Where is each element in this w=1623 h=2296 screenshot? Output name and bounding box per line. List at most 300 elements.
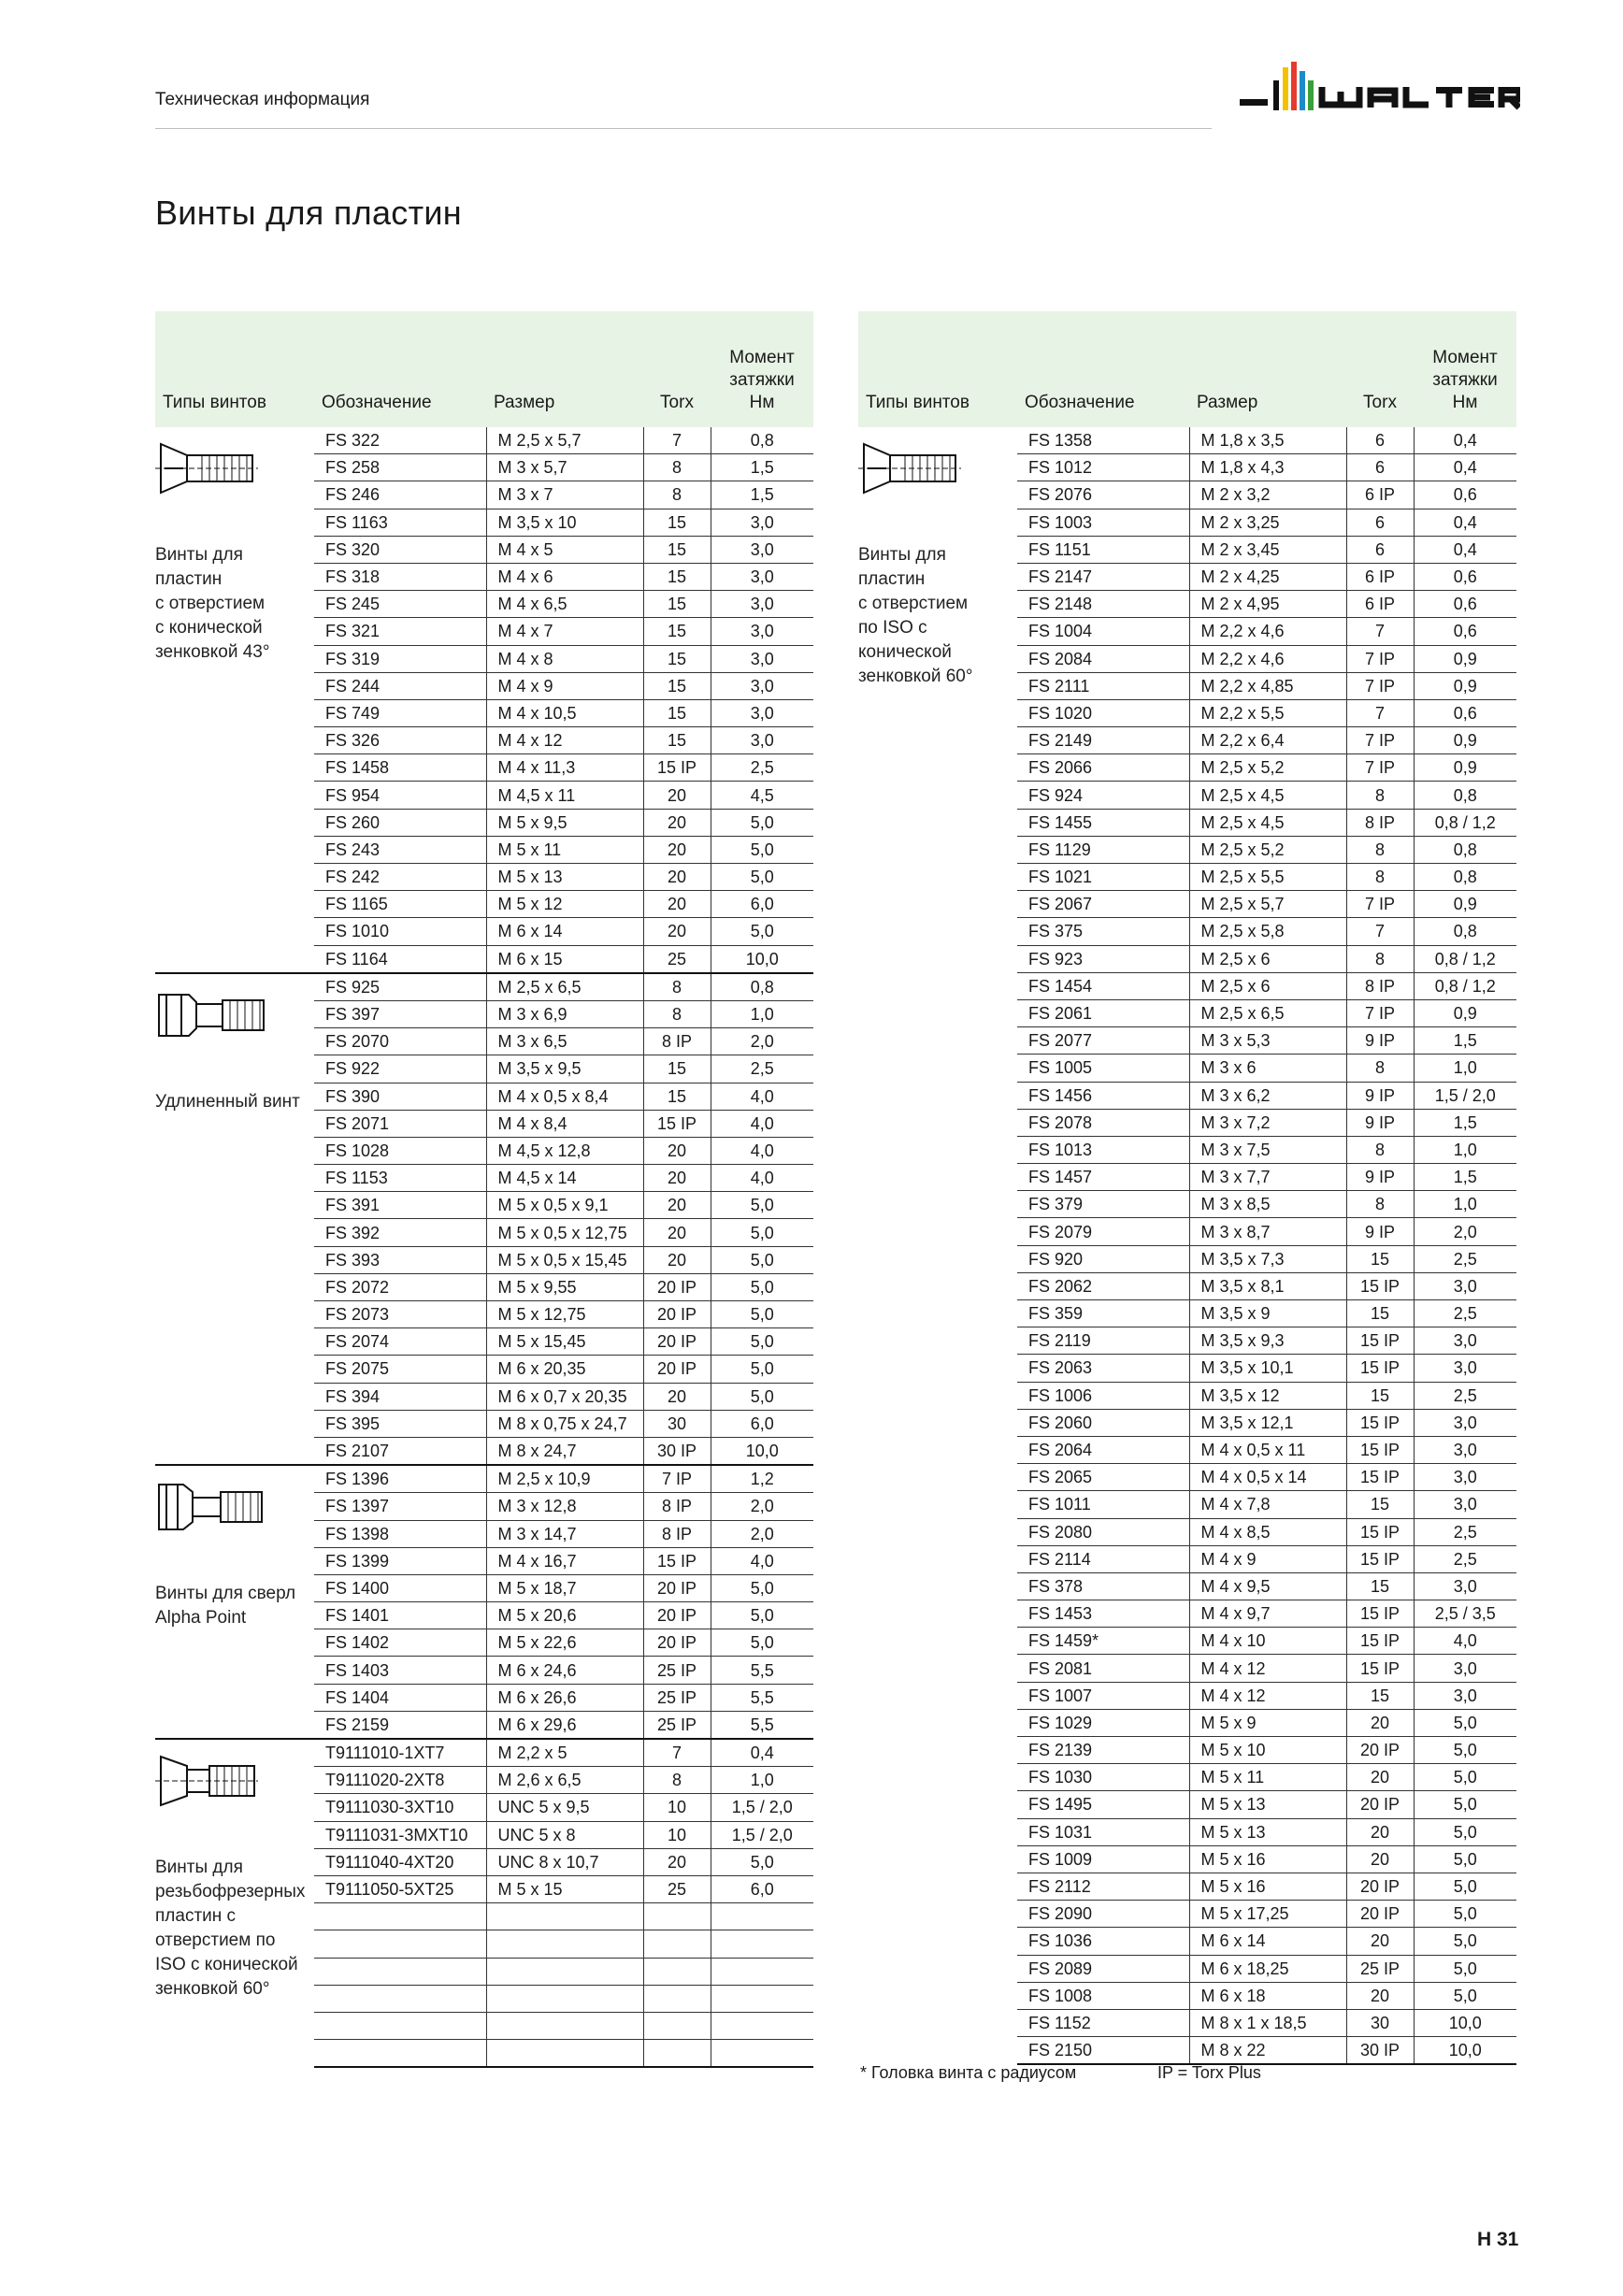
torx-cell: 8: [1346, 945, 1414, 972]
torque-cell: 5,0: [711, 1356, 813, 1383]
table-row: [155, 973, 813, 1001]
torx-cell: 15 IP: [643, 754, 711, 782]
torque-cell: 3,0: [711, 645, 813, 672]
torque-cell: 0,6: [1414, 481, 1516, 509]
size-cell: M 5 x 10: [1189, 1737, 1346, 1764]
torx-cell: 15 IP: [1346, 1464, 1414, 1491]
size-cell: M 2,5 x 6,5: [486, 973, 643, 1001]
torx-cell: 20: [643, 836, 711, 863]
size-cell: M 4 x 10,5: [486, 699, 643, 726]
torque-cell: 4,5: [711, 782, 813, 809]
torx-cell: 8: [1346, 836, 1414, 863]
torque-cell: 3,0: [711, 509, 813, 536]
torque-cell: 6,0: [711, 891, 813, 918]
torque-cell: [711, 1903, 813, 1930]
size-cell: M 2,5 x 5,8: [1189, 918, 1346, 945]
designation-cell: FS 393: [314, 1246, 486, 1273]
designation-cell: FS 319: [314, 645, 486, 672]
torque-cell: [711, 1985, 813, 2012]
size-cell: M 3,5 x 10,1: [1189, 1355, 1346, 1382]
size-cell: M 3,5 x 9,3: [1189, 1327, 1346, 1355]
footnote-ip: IP = Torx Plus: [1157, 2063, 1261, 2082]
designation-cell: FS 2076: [1017, 481, 1189, 509]
screw-table-right: [858, 311, 1516, 2065]
torx-cell: 15: [643, 536, 711, 563]
torque-cell: 5,0: [711, 1383, 813, 1410]
designation-cell: FS 2081: [1017, 1655, 1189, 1682]
size-cell: M 3 x 7,5: [1189, 1136, 1346, 1163]
designation-cell: FS 1495: [1017, 1791, 1189, 1818]
torque-cell: 4,0: [711, 1110, 813, 1137]
torx-cell: 20 IP: [1346, 1791, 1414, 1818]
torque-cell: 2,0: [711, 1028, 813, 1055]
designation-cell: FS 1013: [1017, 1136, 1189, 1163]
designation-cell: FS 375: [1017, 918, 1189, 945]
designation-cell: FS 1004: [1017, 618, 1189, 645]
torque-cell: 5,0: [711, 1219, 813, 1246]
torx-cell: 15: [1346, 1682, 1414, 1709]
designation-cell: FS 924: [1017, 782, 1189, 809]
torx-cell: 8: [643, 454, 711, 481]
size-cell: M 5 x 11: [486, 836, 643, 863]
designation-cell: FS 2090: [1017, 1901, 1189, 1928]
size-cell: M 3 x 7,2: [1189, 1109, 1346, 1136]
designation-cell: [314, 2012, 486, 2039]
size-cell: M 4 x 7,8: [1189, 1491, 1346, 1518]
size-cell: M 5 x 13: [1189, 1791, 1346, 1818]
col-torque: Момент затяжки Нм: [1414, 311, 1516, 427]
torque-cell: 0,9: [1414, 754, 1516, 782]
size-cell: M 3 x 8,7: [1189, 1218, 1346, 1245]
torx-cell: 15: [643, 645, 711, 672]
torque-cell: 10,0: [711, 945, 813, 973]
torx-cell: 15: [1346, 1245, 1414, 1272]
size-cell: M 2,2 x 4,6: [1189, 645, 1346, 672]
size-cell: M 6 x 0,7 x 20,35: [486, 1383, 643, 1410]
torque-cell: 1,5 / 2,0: [711, 1794, 813, 1821]
size-cell: M 4 x 8,4: [486, 1110, 643, 1137]
torx-cell: 20 IP: [643, 1629, 711, 1657]
designation-cell: FS 1029: [1017, 1709, 1189, 1736]
torque-cell: 0,4: [711, 1739, 813, 1767]
torque-cell: 6,0: [711, 1875, 813, 1902]
torque-cell: 2,0: [711, 1493, 813, 1520]
size-cell: M 6 x 18: [1189, 1982, 1346, 2009]
designation-cell: FS 2159: [314, 1711, 486, 1739]
torx-cell: 7 IP: [1346, 891, 1414, 918]
size-cell: M 5 x 22,6: [486, 1629, 643, 1657]
torque-cell: 0,8: [1414, 782, 1516, 809]
torque-cell: 5,5: [711, 1684, 813, 1711]
torque-cell: 2,5: [1414, 1382, 1516, 1409]
designation-cell: FS 749: [314, 699, 486, 726]
torx-cell: 20 IP: [643, 1328, 711, 1356]
size-cell: M 6 x 15: [486, 945, 643, 973]
torx-cell: 20: [643, 918, 711, 945]
designation-cell: FS 2071: [314, 1110, 486, 1137]
torque-cell: 5,0: [711, 1328, 813, 1356]
designation-cell: FS 2107: [314, 1437, 486, 1465]
designation-cell: FS 1458: [314, 754, 486, 782]
size-cell: M 3,5 x 7,3: [1189, 1245, 1346, 1272]
torque-cell: 5,0: [711, 1192, 813, 1219]
torque-cell: 1,5 / 2,0: [711, 1821, 813, 1848]
torx-cell: [643, 1985, 711, 2012]
torx-cell: 30 IP: [643, 1437, 711, 1465]
torque-cell: 1,0: [1414, 1136, 1516, 1163]
torque-cell: 5,0: [711, 1273, 813, 1300]
size-cell: M 3,5 x 12: [1189, 1382, 1346, 1409]
size-cell: M 3 x 5,3: [1189, 1027, 1346, 1055]
designation-cell: [314, 2040, 486, 2068]
torque-cell: 2,0: [711, 1520, 813, 1547]
size-cell: M 5 x 13: [1189, 1818, 1346, 1845]
size-cell: M 2 x 3,25: [1189, 509, 1346, 536]
designation-cell: FS 1012: [1017, 454, 1189, 481]
torque-cell: 4,0: [711, 1547, 813, 1574]
torque-cell: 6,0: [711, 1410, 813, 1437]
torx-cell: 9 IP: [1346, 1027, 1414, 1055]
torx-cell: 7 IP: [1346, 645, 1414, 672]
torx-cell: 15 IP: [1346, 1545, 1414, 1572]
torx-cell: 20: [643, 1246, 711, 1273]
torque-cell: 3,0: [1414, 1355, 1516, 1382]
size-cell: M 3,5 x 8,1: [1189, 1272, 1346, 1299]
torque-cell: 3,0: [711, 563, 813, 590]
size-cell: M 6 x 24,6: [486, 1657, 643, 1684]
designation-cell: FS 2078: [1017, 1109, 1189, 1136]
designation-cell: FS 2148: [1017, 591, 1189, 618]
size-cell: M 3,5 x 9,5: [486, 1055, 643, 1083]
size-cell: M 5 x 12: [486, 891, 643, 918]
torx-cell: 7: [1346, 699, 1414, 726]
size-cell: M 5 x 15: [486, 1875, 643, 1902]
size-cell: M 2,5 x 6,5: [1189, 999, 1346, 1026]
designation-cell: FS 1456: [1017, 1082, 1189, 1109]
designation-cell: FS 923: [1017, 945, 1189, 972]
size-cell: [486, 2040, 643, 2068]
size-cell: M 5 x 9,5: [486, 809, 643, 836]
torx-cell: 20: [643, 782, 711, 809]
size-cell: M 4,5 x 12,8: [486, 1137, 643, 1164]
designation-cell: FS 1005: [1017, 1055, 1189, 1082]
size-cell: M 2,5 x 4,5: [1189, 809, 1346, 836]
torx-cell: 15 IP: [1346, 1355, 1414, 1382]
torx-cell: 8: [1346, 1136, 1414, 1163]
screw-table-left: [155, 311, 813, 2068]
col-size: Размер: [1189, 311, 1346, 427]
size-cell: M 6 x 26,6: [486, 1684, 643, 1711]
torx-cell: 20: [643, 1383, 711, 1410]
designation-cell: FS 1459*: [1017, 1628, 1189, 1655]
torque-cell: 3,0: [1414, 1572, 1516, 1600]
torx-cell: 7 IP: [1346, 727, 1414, 754]
torque-cell: 3,0: [711, 672, 813, 699]
designation-cell: FS 326: [314, 727, 486, 754]
designation-cell: FS 397: [314, 1000, 486, 1027]
torque-cell: 3,0: [1414, 1327, 1516, 1355]
designation-cell: FS 1453: [1017, 1600, 1189, 1628]
designation-cell: FS 1021: [1017, 864, 1189, 891]
torque-cell: 3,0: [1414, 1464, 1516, 1491]
designation-cell: FS 1011: [1017, 1491, 1189, 1518]
torque-cell: 4,0: [711, 1165, 813, 1192]
designation-cell: FS 2114: [1017, 1545, 1189, 1572]
size-cell: M 4 x 8,5: [1189, 1518, 1346, 1545]
torx-cell: 9 IP: [1346, 1218, 1414, 1245]
torque-cell: 3,0: [1414, 1436, 1516, 1463]
torque-cell: 3,0: [1414, 1491, 1516, 1518]
designation-cell: FS 2061: [1017, 999, 1189, 1026]
torx-cell: 6 IP: [1346, 563, 1414, 590]
torque-cell: 2,0: [1414, 1218, 1516, 1245]
torque-cell: 4,0: [711, 1083, 813, 1110]
torque-cell: 5,5: [711, 1711, 813, 1739]
designation-cell: FS 1003: [1017, 509, 1189, 536]
designation-cell: FS 1151: [1017, 536, 1189, 563]
designation-cell: FS 1153: [314, 1165, 486, 1192]
designation-cell: FS 1400: [314, 1574, 486, 1601]
torque-cell: 4,0: [1414, 1628, 1516, 1655]
designation-cell: FS 1455: [1017, 809, 1189, 836]
torque-cell: 0,6: [1414, 591, 1516, 618]
size-cell: M 1,8 x 4,3: [1189, 454, 1346, 481]
size-cell: M 3 x 6,2: [1189, 1082, 1346, 1109]
size-cell: M 6 x 29,6: [486, 1711, 643, 1739]
torx-cell: 8: [643, 1000, 711, 1027]
size-cell: M 4 x 11,3: [486, 754, 643, 782]
torx-cell: 20 IP: [1346, 1901, 1414, 1928]
size-cell: M 4 x 6,5: [486, 591, 643, 618]
designation-cell: T9111010-1XT7: [314, 1739, 486, 1767]
torque-cell: 5,0: [1414, 1873, 1516, 1900]
torx-cell: 7 IP: [1346, 999, 1414, 1026]
size-cell: [486, 2012, 643, 2039]
size-cell: M 5 x 11: [1189, 1764, 1346, 1791]
torque-cell: 0,9: [1414, 727, 1516, 754]
torque-cell: 0,6: [1414, 563, 1516, 590]
designation-cell: [314, 1985, 486, 2012]
designation-cell: FS 359: [1017, 1300, 1189, 1327]
size-cell: M 5 x 15,45: [486, 1328, 643, 1356]
torque-cell: 1,5: [711, 454, 813, 481]
designation-cell: FS 320: [314, 536, 486, 563]
designation-cell: FS 2079: [1017, 1218, 1189, 1245]
torx-cell: 15: [643, 563, 711, 590]
col-torx: Torx: [1346, 311, 1414, 427]
size-cell: M 2,5 x 6: [1189, 945, 1346, 972]
torque-cell: 5,0: [711, 1246, 813, 1273]
size-cell: M 6 x 14: [1189, 1928, 1346, 1955]
size-cell: M 2 x 4,95: [1189, 591, 1346, 618]
torque-cell: 3,0: [711, 618, 813, 645]
designation-cell: FS 1457: [1017, 1164, 1189, 1191]
col-torque: Момент затяжки Нм: [711, 311, 813, 427]
designation-cell: FS 2063: [1017, 1355, 1189, 1382]
torque-cell: [711, 1930, 813, 1958]
torx-cell: 9 IP: [1346, 1109, 1414, 1136]
torque-cell: 3,0: [1414, 1409, 1516, 1436]
designation-cell: [314, 1903, 486, 1930]
torque-cell: 0,9: [1414, 999, 1516, 1026]
size-cell: M 3 x 6,9: [486, 1000, 643, 1027]
designation-cell: FS 245: [314, 591, 486, 618]
torque-cell: [711, 2040, 813, 2068]
torx-cell: 8 IP: [643, 1028, 711, 1055]
size-cell: M 4 x 10: [1189, 1628, 1346, 1655]
torx-cell: [643, 2040, 711, 2068]
designation-cell: FS 1008: [1017, 1982, 1189, 2009]
torque-cell: 2,5: [1414, 1300, 1516, 1327]
designation-cell: FS 954: [314, 782, 486, 809]
designation-cell: FS 2066: [1017, 754, 1189, 782]
torque-cell: 0,4: [1414, 509, 1516, 536]
torque-cell: 1,5: [1414, 1027, 1516, 1055]
size-cell: M 5 x 17,25: [1189, 1901, 1346, 1928]
torx-cell: 9 IP: [1346, 1082, 1414, 1109]
torx-cell: [643, 1930, 711, 1958]
torx-cell: 15: [1346, 1382, 1414, 1409]
torx-cell: 20: [643, 1192, 711, 1219]
torx-cell: 7: [643, 1739, 711, 1767]
torx-cell: 30: [1346, 2009, 1414, 2036]
footnote-radius: * Головка винта с радиусом: [860, 2063, 1077, 2082]
torx-cell: 25 IP: [1346, 1955, 1414, 1982]
torx-cell: 6: [1346, 427, 1414, 454]
size-cell: M 5 x 16: [1189, 1873, 1346, 1900]
size-cell: M 2,2 x 4,6: [1189, 618, 1346, 645]
torx-cell: 20: [643, 891, 711, 918]
size-cell: M 3 x 7: [486, 481, 643, 509]
designation-cell: FS 2119: [1017, 1327, 1189, 1355]
torque-cell: 5,0: [1414, 1845, 1516, 1873]
screw-type-cell: [155, 427, 314, 973]
designation-cell: FS 1403: [314, 1657, 486, 1684]
size-cell: M 2,5 x 10,9: [486, 1465, 643, 1493]
torx-cell: 15 IP: [1346, 1600, 1414, 1628]
torx-cell: 15 IP: [1346, 1327, 1414, 1355]
designation-cell: FS 258: [314, 454, 486, 481]
designation-cell: FS 395: [314, 1410, 486, 1437]
size-cell: M 4 x 16,7: [486, 1547, 643, 1574]
torx-cell: 6 IP: [1346, 591, 1414, 618]
table-row: [155, 427, 813, 454]
size-cell: [486, 1958, 643, 1985]
torque-cell: 3,0: [711, 536, 813, 563]
table-header: [858, 311, 1516, 427]
designation-cell: FS 243: [314, 836, 486, 863]
col-torx: Torx: [643, 311, 711, 427]
torx-cell: 7 IP: [643, 1465, 711, 1493]
size-cell: M 2,5 x 6: [1189, 972, 1346, 999]
torx-cell: 15 IP: [643, 1547, 711, 1574]
torque-cell: 3,0: [711, 699, 813, 726]
designation-cell: T9111040-4XT20: [314, 1848, 486, 1875]
size-cell: M 2,5 x 4,5: [1189, 782, 1346, 809]
torx-cell: 8 IP: [643, 1520, 711, 1547]
thread-mill-screw-icon: [155, 1753, 314, 1809]
screw-type-cell: [858, 427, 1017, 2064]
torque-cell: 1,0: [711, 1767, 813, 1794]
torx-cell: 20 IP: [1346, 1737, 1414, 1764]
torque-cell: 0,8: [1414, 918, 1516, 945]
size-cell: M 8 x 1 x 18,5: [1189, 2009, 1346, 2036]
torx-cell: 8 IP: [1346, 972, 1414, 999]
screw-type-label: Винты для пластин с отверстием по ISO с конической зенковкой 60°: [858, 545, 973, 686]
table-header: [155, 311, 813, 427]
torque-cell: 5,0: [711, 1301, 813, 1328]
designation-cell: FS 1401: [314, 1602, 486, 1629]
torque-cell: 5,5: [711, 1657, 813, 1684]
designation-cell: FS 2062: [1017, 1272, 1189, 1299]
torque-cell: 5,0: [1414, 1737, 1516, 1764]
torque-cell: 0,9: [1414, 891, 1516, 918]
designation-cell: FS 1009: [1017, 1845, 1189, 1873]
designation-cell: FS 925: [314, 973, 486, 1001]
designation-cell: FS 2077: [1017, 1027, 1189, 1055]
torque-cell: [711, 1958, 813, 1985]
designation-cell: T9111020-2XT8: [314, 1767, 486, 1794]
size-cell: M 3 x 8,5: [1189, 1191, 1346, 1218]
torx-cell: 10: [643, 1794, 711, 1821]
torx-cell: 20: [1346, 1764, 1414, 1791]
torx-cell: 20 IP: [643, 1356, 711, 1383]
torque-cell: 2,5: [711, 754, 813, 782]
torque-cell: 0,8 / 1,2: [1414, 809, 1516, 836]
torque-cell: 3,0: [711, 727, 813, 754]
torx-cell: 7: [1346, 918, 1414, 945]
torque-cell: 0,4: [1414, 427, 1516, 454]
size-cell: M 2 x 3,2: [1189, 481, 1346, 509]
designation-cell: FS 246: [314, 481, 486, 509]
size-cell: M 2,5 x 5,2: [1189, 754, 1346, 782]
torx-cell: 15: [643, 699, 711, 726]
size-cell: M 5 x 16: [1189, 1845, 1346, 1873]
torque-cell: 5,0: [711, 1574, 813, 1601]
designation-cell: [314, 1958, 486, 1985]
torx-cell: 25 IP: [643, 1684, 711, 1711]
designation-cell: FS 390: [314, 1083, 486, 1110]
torx-cell: 20: [643, 1848, 711, 1875]
size-cell: M 4 x 9,7: [1189, 1600, 1346, 1628]
torque-cell: 0,4: [1414, 536, 1516, 563]
designation-cell: FS 2139: [1017, 1737, 1189, 1764]
designation-cell: FS 2067: [1017, 891, 1189, 918]
torque-cell: 5,0: [711, 1629, 813, 1657]
torx-cell: 15: [643, 591, 711, 618]
torque-cell: 5,0: [711, 864, 813, 891]
designation-cell: FS 1129: [1017, 836, 1189, 863]
size-cell: M 4 x 9: [486, 672, 643, 699]
designation-cell: FS 2074: [314, 1328, 486, 1356]
size-cell: M 6 x 18,25: [1189, 1955, 1346, 1982]
torx-cell: 30: [643, 1410, 711, 1437]
torx-cell: 8 IP: [1346, 809, 1414, 836]
torque-cell: 0,8: [1414, 836, 1516, 863]
size-cell: M 1,8 x 3,5: [1189, 427, 1346, 454]
size-cell: M 2,5 x 5,7: [1189, 891, 1346, 918]
screw-type-cell: [155, 1465, 314, 1739]
size-cell: M 4 x 9: [1189, 1545, 1346, 1572]
size-cell: M 2,5 x 5,2: [1189, 836, 1346, 863]
designation-cell: FS 2065: [1017, 1464, 1189, 1491]
torque-cell: 5,0: [711, 809, 813, 836]
torque-cell: 0,9: [1414, 672, 1516, 699]
designation-cell: FS 260: [314, 809, 486, 836]
designation-cell: FS 322: [314, 427, 486, 454]
size-cell: M 6 x 20,35: [486, 1356, 643, 1383]
torque-cell: 5,0: [1414, 1791, 1516, 1818]
